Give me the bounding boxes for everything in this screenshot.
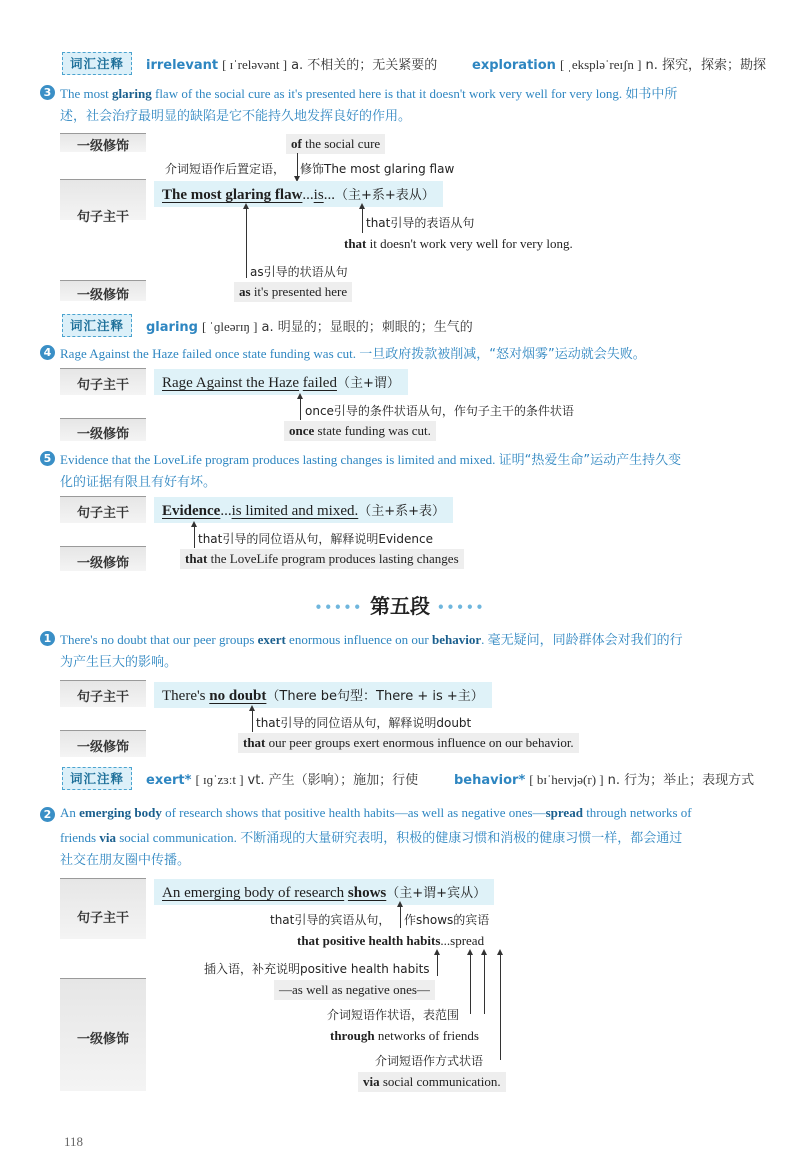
vocab-word: glaring bbox=[146, 320, 198, 335]
arrow-up bbox=[437, 954, 438, 976]
text: There's no doubt that our peer groups bbox=[60, 632, 258, 647]
text: our peer groups exert enormous influence on our behavior. bbox=[265, 735, 574, 750]
arrow-up bbox=[300, 398, 301, 420]
annotation: 插入语，补充说明positive health habits bbox=[204, 962, 430, 976]
verb: is bbox=[313, 187, 324, 203]
definition: a. 不相关的；无关紧要的 bbox=[291, 58, 438, 73]
text: state funding was cut. bbox=[314, 423, 431, 438]
modifier-clause bbox=[234, 282, 352, 302]
text: Rage Against the Haze failed once state funding was cut. bbox=[60, 346, 357, 361]
vocab-tag: 词汇注释 bbox=[62, 314, 132, 337]
sentence-number: 2 bbox=[40, 807, 55, 822]
text: An bbox=[60, 805, 80, 820]
decoration-dots: ••••• bbox=[436, 600, 486, 615]
keyword: that positive health habits bbox=[297, 933, 441, 948]
annotation: 作shows的宾语 bbox=[404, 913, 490, 927]
definition: a. 明显的；显眼的；刺眼的；生气的 bbox=[261, 320, 473, 335]
annotation: that引导的表语从句 bbox=[366, 216, 475, 230]
modifier-clause bbox=[180, 549, 464, 569]
definition: n. 探究，探索；勘探 bbox=[645, 58, 767, 73]
modifier-phrase bbox=[325, 1026, 484, 1046]
translation: 一旦政府拨款被削减，“怒对烟雾”运动就会失败。 bbox=[359, 347, 646, 362]
keyword: exert bbox=[257, 632, 286, 647]
annotation: 介词短语作后置定语， bbox=[165, 162, 286, 176]
annotation: 介词短语作方式状语 bbox=[375, 1054, 484, 1068]
arrow-up bbox=[252, 710, 253, 732]
section-title bbox=[0, 590, 800, 619]
text: ... bbox=[302, 187, 314, 203]
text: it doesn't work very well for very long. bbox=[366, 236, 573, 251]
text: . bbox=[481, 632, 485, 647]
parenthesis: —as well as negative ones— bbox=[274, 980, 435, 1000]
text: friends bbox=[60, 830, 100, 845]
sentence-translation: 社交在朋友圈中传播。 bbox=[60, 853, 191, 868]
sentence-number: 4 bbox=[40, 345, 55, 360]
arrow-up bbox=[500, 954, 501, 1060]
keyword: that bbox=[344, 236, 367, 251]
structure-note: （主+系+表） bbox=[358, 504, 446, 519]
keyword: emerging body bbox=[79, 805, 162, 820]
main-clause bbox=[154, 181, 443, 207]
structure-note: （主+谓+宾从） bbox=[386, 886, 487, 901]
arrow-down bbox=[297, 153, 298, 177]
text: it's presented here bbox=[250, 284, 348, 299]
keyword: as bbox=[239, 284, 251, 299]
text: ... bbox=[323, 187, 335, 203]
keyword: behavior bbox=[432, 632, 482, 647]
subject: no doubt bbox=[209, 688, 267, 704]
translation: 证明“热爱生命”运动产生持久变 bbox=[498, 453, 682, 468]
main-clause bbox=[154, 497, 453, 523]
sentence-english-line2 bbox=[60, 827, 682, 846]
keyword: that bbox=[185, 551, 208, 566]
modifier-phrase bbox=[286, 134, 385, 154]
keyword: that bbox=[243, 735, 266, 750]
sentence-english bbox=[60, 805, 692, 821]
sentence-translation: 述，社会治疗最明显的缺陷是它不能持久地发挥良好的作用。 bbox=[60, 109, 412, 124]
sentence-translation: 为产生巨大的影响。 bbox=[60, 655, 178, 670]
text: social communication. bbox=[115, 830, 237, 845]
text: social communication. bbox=[379, 1074, 501, 1089]
sentence-number: 3 bbox=[40, 85, 55, 100]
subject: Evidence bbox=[162, 503, 221, 519]
text: ... bbox=[220, 503, 232, 519]
translation: 不断涌现的大量研究表明，积极的健康习惯和消极的健康习惯一样，都会通过 bbox=[240, 831, 683, 846]
page-number: 118 bbox=[64, 1134, 84, 1149]
main-clause bbox=[154, 369, 408, 395]
text: flaw of the social cure as it's presented here is that it doesn't work very well for very long. bbox=[151, 86, 623, 101]
translation: 毫无疑问，同龄群体会对我们的行 bbox=[487, 633, 683, 648]
text: Evidence that the LoveLife program produces lasting changes is limited and mixed. bbox=[60, 452, 496, 467]
vocab-word: exploration bbox=[472, 58, 556, 73]
arrow-up bbox=[194, 526, 195, 548]
annotation: as引导的状语从句 bbox=[250, 265, 348, 279]
annotation: once引导的条件状语从句，作句子主干的条件状语 bbox=[305, 404, 574, 418]
decoration-dots: ••••• bbox=[314, 600, 364, 615]
vocab-tag: 词汇注释 bbox=[62, 52, 132, 75]
subject: The most glaring flaw bbox=[162, 187, 303, 203]
star-mark: * bbox=[184, 773, 192, 788]
text: ...spread bbox=[440, 933, 485, 948]
verb: shows bbox=[347, 885, 387, 901]
structure-note: （主+系+表从） bbox=[334, 188, 435, 203]
modifier-clause bbox=[238, 733, 579, 753]
vocab-word: behavior bbox=[454, 773, 519, 788]
label-modifier: 一级修饰 bbox=[76, 556, 129, 571]
vocab-entry-exploration bbox=[472, 54, 766, 74]
annotation: that引导的同位语从句，解释说明doubt bbox=[256, 716, 472, 730]
vocab-tag: 词汇注释 bbox=[62, 767, 132, 790]
arrow-up bbox=[484, 954, 485, 1014]
vocab-entry-irrelevant bbox=[146, 54, 437, 74]
keyword: via bbox=[363, 1074, 380, 1089]
phonetic: [ ˌekspləˈreɪʃn ] bbox=[559, 57, 642, 72]
modifier-phrase bbox=[358, 1072, 506, 1092]
sentence-english bbox=[60, 83, 677, 102]
label-modifier: 一级修饰 bbox=[76, 1032, 129, 1047]
main-clause bbox=[154, 879, 494, 905]
keyword: glaring bbox=[112, 86, 152, 101]
text: enormous influence on our bbox=[285, 632, 433, 647]
modifier-clause bbox=[284, 421, 436, 441]
label-main: 句子主干 bbox=[76, 690, 129, 705]
text: through networks of bbox=[582, 805, 692, 820]
label-main: 句子主干 bbox=[76, 911, 129, 926]
subject: An emerging body of research bbox=[162, 885, 345, 901]
star-mark: * bbox=[518, 773, 526, 788]
main-clause bbox=[154, 682, 492, 708]
translation: 如书中所 bbox=[625, 87, 678, 102]
annotation: that引导的宾语从句， bbox=[270, 913, 391, 927]
vocab-entry-behavior bbox=[454, 769, 754, 789]
text: of research shows that positive health habits—as well as negative ones— bbox=[161, 805, 546, 820]
label-main: 句子主干 bbox=[76, 210, 129, 225]
subject: Rage Against the Haze bbox=[162, 375, 300, 391]
vocab-entry-exert bbox=[146, 769, 418, 789]
definition: n. 行为；举止；表现方式 bbox=[607, 773, 755, 788]
section-title-text: 第五段 bbox=[370, 594, 430, 618]
structure-note: （主+谓） bbox=[336, 376, 400, 391]
predicate: is limited and mixed. bbox=[231, 503, 359, 519]
phonetic: [ ɪˈreləvənt ] bbox=[222, 57, 288, 72]
arrow-up bbox=[362, 208, 363, 233]
sentence-english bbox=[60, 629, 683, 648]
keyword: once bbox=[289, 423, 315, 438]
text: There's bbox=[162, 688, 210, 704]
sentence-english bbox=[60, 449, 681, 468]
sentence-number: 5 bbox=[40, 451, 55, 466]
text: the social cure bbox=[301, 136, 381, 151]
verb: failed bbox=[302, 375, 337, 391]
annotation: 修饰The most glaring flaw bbox=[300, 162, 455, 176]
keyword: through bbox=[330, 1028, 375, 1043]
sentence-english bbox=[60, 343, 646, 362]
phonetic: [ bɪˈheɪvjə(r) ] bbox=[529, 772, 604, 787]
keyword: of bbox=[291, 136, 302, 151]
label-modifier: 一级修饰 bbox=[76, 288, 129, 303]
label-modifier: 一级修饰 bbox=[76, 139, 129, 154]
label-main: 句子主干 bbox=[76, 506, 129, 521]
modifier-clause bbox=[339, 234, 578, 254]
label-main: 句子主干 bbox=[76, 378, 129, 393]
sentence-translation: 化的证据有限且有好有坏。 bbox=[60, 475, 217, 490]
structure-note: （There be句型：There + is +主） bbox=[266, 689, 484, 704]
arrow-up bbox=[470, 954, 471, 1014]
keyword: via bbox=[99, 830, 116, 845]
arrow-up bbox=[400, 906, 401, 928]
definition: vt. 产生（影响）；施加；行使 bbox=[247, 773, 419, 788]
text: networks of friends bbox=[374, 1028, 479, 1043]
text: The most bbox=[60, 86, 112, 101]
vocab-word: exert bbox=[146, 773, 185, 788]
label-modifier: 一级修饰 bbox=[76, 427, 129, 442]
object-clause bbox=[292, 931, 489, 951]
vocab-word: irrelevant bbox=[146, 58, 219, 73]
arrow-up bbox=[246, 208, 247, 278]
annotation: 介词短语作状语，表范围 bbox=[327, 1008, 460, 1022]
vocab-entry-glaring bbox=[146, 316, 473, 336]
sentence-number: 1 bbox=[40, 631, 55, 646]
keyword: spread bbox=[545, 805, 583, 820]
phonetic: [ ɪɡˈzɜːt ] bbox=[195, 772, 244, 787]
text: the LoveLife program produces lasting changes bbox=[207, 551, 459, 566]
label-modifier: 一级修饰 bbox=[76, 740, 129, 755]
annotation: that引导的同位语从句，解释说明Evidence bbox=[198, 532, 433, 546]
phonetic: [ ˈɡleərɪŋ ] bbox=[201, 319, 258, 334]
